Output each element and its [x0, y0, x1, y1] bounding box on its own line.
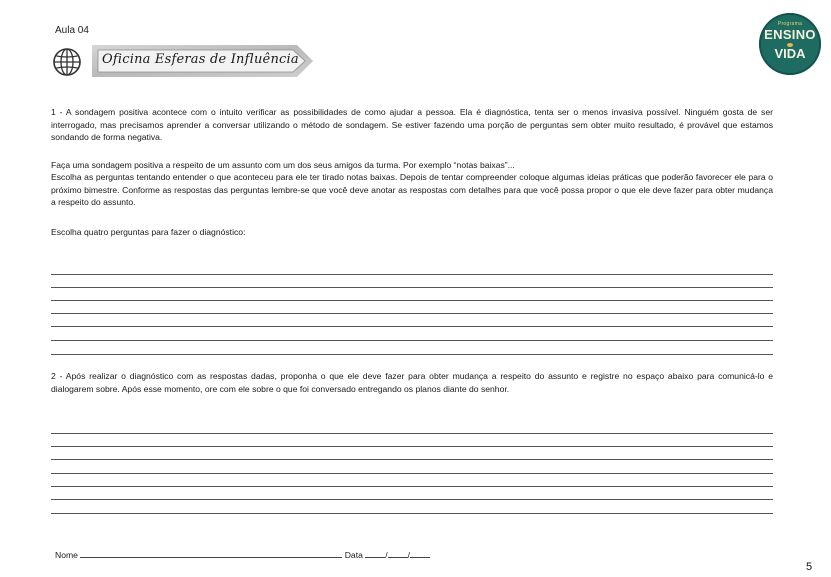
date-label: Data [344, 550, 363, 560]
answer-line[interactable] [51, 473, 773, 474]
title-banner [92, 43, 314, 79]
date-day-field[interactable] [365, 548, 388, 560]
answer-line[interactable] [51, 340, 773, 341]
footer-signature [55, 548, 430, 560]
name-field[interactable] [80, 548, 342, 558]
section1-prompt: Escolha quatro perguntas para fazer o diagnóstico: [51, 227, 246, 237]
page-title: Oficina Esferas de Influência [102, 52, 299, 67]
section1-task-example: Faça uma sondagem positiva a respeito de um assunto com um dos seus amigos da turma. Por exemplo “notas baixas”... [51, 160, 515, 170]
answer-line[interactable] [51, 300, 773, 301]
globe-icon [52, 47, 82, 77]
answer-line[interactable] [51, 513, 773, 514]
answer-line[interactable] [51, 459, 773, 460]
logo-program-text: Programa [777, 21, 803, 27]
date-year-field[interactable] [407, 548, 430, 560]
name-label: Nome [55, 550, 78, 560]
answer-line[interactable] [51, 446, 773, 447]
answer-line[interactable] [51, 433, 773, 434]
section2-text: 2 - Após realizar o diagnóstico com as respostas dadas, proponha o que ele deve fazer para obter mudança a respeito do assunto e registre no espaço abaixo para comunicá-lo e dialogarem sobre. Após esse momento, ore com ele sobre o que foi conversado entregando os planos diante do senhor. [51, 371, 773, 394]
program-logo [759, 13, 821, 75]
lesson-label: Aula 04 [55, 25, 89, 36]
section1-task-instructions: Escolha as perguntas tentando entender o que aconteceu para ele ter tirado notas baixas. Depois de tentar compreender coloque algumas ideias práticas que poderão favorecer ele para o próximo bimestre. Conforme as respostas das perguntas lembre-se que você deve anotar as respostas com detalhes para que você possa propor o que ele deve fazer para obter mudança a respeito do assunto. [51, 172, 773, 208]
answer-line[interactable] [51, 313, 773, 314]
answer-line[interactable] [51, 287, 773, 288]
answer-line[interactable] [51, 354, 773, 355]
answer-line[interactable] [51, 274, 773, 275]
date-month-field[interactable] [388, 548, 411, 560]
answer-line[interactable] [51, 486, 773, 487]
section1-intro: 1 - A sondagem positiva acontece com o intuito verificar as possibilidades de como ajudar a pessoa. Ela é diagnóstica, tenta ser o menos invasiva possível. Ninguém gosta de ser interrogado, mas precisamos aprender a conversar utilizando o método de sondagem. Se estiver fazendo uma porção de perguntas sem obter muito resultado, é provável que estamos sondando de forma negativa. [51, 107, 773, 143]
date-separator: / [385, 550, 388, 560]
page-number: 5 [806, 561, 813, 573]
logo-vida-text: VIDA [774, 46, 806, 61]
answer-line[interactable] [51, 326, 773, 327]
logo-ensino-text: ENSINO [764, 27, 816, 42]
answer-line[interactable] [51, 499, 773, 500]
date-separator: / [407, 550, 411, 560]
